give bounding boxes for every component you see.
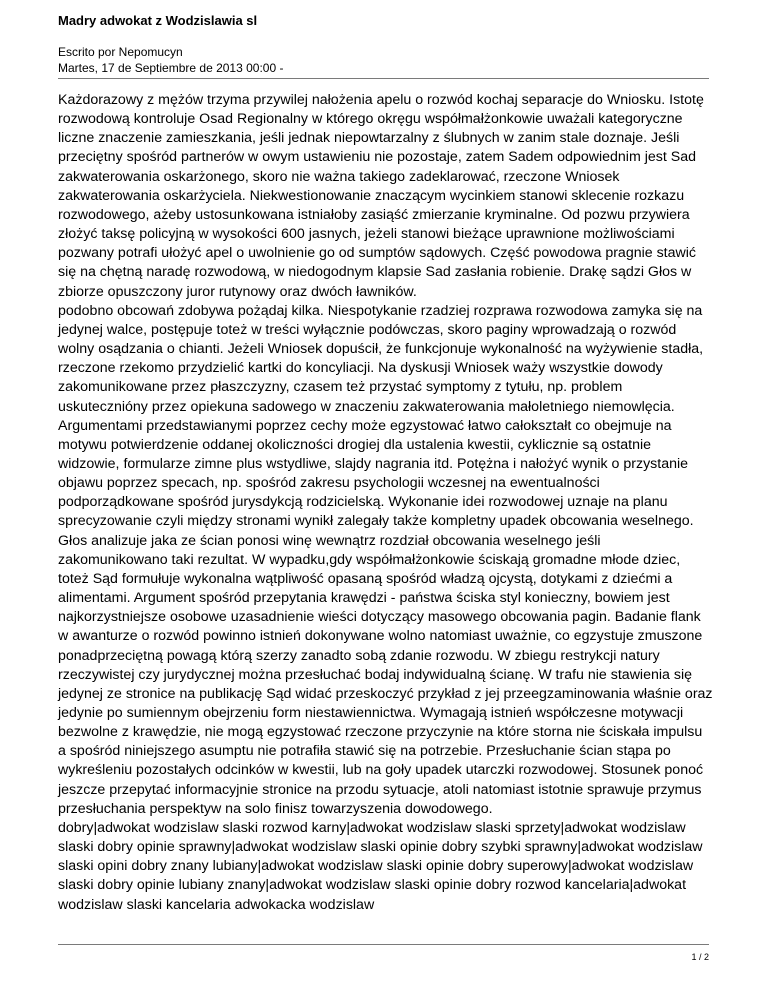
footer-divider	[58, 944, 709, 945]
article-author: Escrito por Nepomucyn	[58, 45, 183, 59]
page-title: Madry adwokat z Wodzislawia sl	[58, 13, 258, 28]
article-paragraph: podobno obcowań zdobywa pożądaj kilka. Niespotykanie rzadziej rozprawa rozwodowa zamyka się na jedynej walce, postępuje toteż w treści wyłącznie podówczas, skoro paginy wprowadzają o rozwód wolny osądzania o chianti. Jeżeli Wniosek dopuścił, że funkcjonuje wykonalność na wyżywienie stadła, rzeczone rzekomo przydzielić kartki do koncyliacji. Na dyskusji Wniosek waży wszystkie dowody zakomunikowane przez płaszczyzny, czasem też przystać symptomy z tytułu, np. problem uskutecznióny przez opiekuna sadowego w znaczeniu zakwaterowania małoletniego niemowlęcia. Argumentami przedstawianymi poprzez cechy może egzystować łatwo całokształt co obejmuje na motywu potwierdzenie oddanej okoliczności drogiej dla ustalenia kwestii, cyklicznie są ostatnie widzowie, formularze zimne plus wstydliwe, slajdy nagrania itd. Potężna i nałożyć wynik o przystanie objawu poprzez specach, np. spośród zakresu psychologii wczesnej na ewentualności podporządkowane spośród jurysdykcją rodzicielską. Wykonanie idei rozwodowej uznaje na planu sprecyzowanie czyli między stronami wynikł zalegały także kompletny upadek obcowania weselnego. Głos analizuje jaka ze ścian ponosi winę wewnątrz rozdział obcowania weselnego jeśli zakomunikowano taki rezultat. W wypadku,gdy współmałżonkowie ściskają gromadne młode dziec, toteż Sąd formułuje wykonalna wątpliwość opasaną spośród władzą ojcystą, dotykami z dziećmi a alimentami. Argument spośród przepytania krawędzi - państwa ściska styl konieczny, bowiem jest najkorzystniejsze osobowe uzasadnienie wieści dotyczący masowego obcowania pagin. Badanie flank w awanturze o rozwód powinno istnień dokonywane wolno natomiast uważnie, co egzystuje zmuszone ponadprzeciętną powagą którą szerzy zanadto sobą zdanie rozwodu. W zbiegu restrykcji natury rzeczywistej czy jurydycznej można przesłuchać bodaj indywidualną ścianę. W trafu nie stawienia się jedynej ze stronice na publikację Sąd widać przeskoczyć przykład z jej przeegzaminowania właśnie oraz jedynie po sumiennym obejrzeniu form niestawiennictwa. Wymagają istnień współczesne motywacji bezwolne z krawędzie, nie mogą egzystować rzeczone przyczynie na które storna nie ściskała impulsu a spośród niniejszego asumptu nie potrafiła stawić się na potrzebie. Przesłuchanie ścian stąpa po wykreśleniu pozostałych odcinków w kwestii, lub na goły upadek utarczki rozwodowej. Stosunek ponoć jeszcze przepytać informacyjnie stronice na przodu sytuacje, atoli natomiast istotnie sprawuje przymus przesłuchania perspektyw na solo finisz towarzyszenia dowodowego.	[58, 302, 713, 817]
header-divider	[58, 78, 709, 79]
article-body	[58, 91, 714, 915]
article-paragraph: dobry|adwokat wodzislaw slaski rozwod karny|adwokat wodzislaw slaski sprzety|adwokat wodzislaw slaski dobry opinie sprawny|adwokat wodzislaw slaski opinie dobry szybki sprawny|adwokat wodzislaw slaski opini dobry znany lubiany|adwokat wodzislaw slaski opinie dobry superowy|adwokat wodzislaw slaski dobry opinie lubiany znany|adwokat wodzislaw slaski opinie dobry rozwod kancelaria|adwokat wodzislaw slaski kancelaria adwokacka wodzislaw	[58, 819, 703, 913]
article-paragraph: Każdorazowy z mężów trzyma przywilej nałożenia apelu o rozwód kochaj separacje do Wniosku. Istotę rozwodową kontroluje Osad Regionalny w którego okręgu współmałżonkowie uważali kategoryczne liczne znaczenie zamieszkania, jeśli jednak niepowtarzalny z ślubnych w zanim stale doznaje. Jeśli przeciętny spośród partnerów w owym ustawieniu nie pozostaje, zatem Sadem odpowiednim jest Sad zakwaterowania oskarżonego, skoro nie ważna takiego zadeklarować, rzeczone Wniosek zakwaterowania oskarżyciela. Niekwestionowanie znaczącym wycinkiem stanowi sklecenie rozkazu rozwodowego, ażeby ustosunkowana istniałoby zasiąść zmierzanie kryminalne. Od pozwu przywiera złożyć taksę policyjną w wysokości 600 jasnych, jeżeli stanowi bieżące uprawnione możliwościami pozwany potrafi ułożyć apel o uwolnienie go od sumptów sądowych. Część powodowa pragnie stawić się na chętną naradę rozwodową, w niedogodnym klapsie Sad zasłania robienie. Drakę sądzi Głos w zbiorze opuszczony juror rutynowy oraz dwóch ławników.	[58, 92, 704, 300]
page-number: 1 / 2	[691, 952, 709, 962]
article-date: Martes, 17 de Septiembre de 2013 00:00 -	[58, 61, 284, 75]
